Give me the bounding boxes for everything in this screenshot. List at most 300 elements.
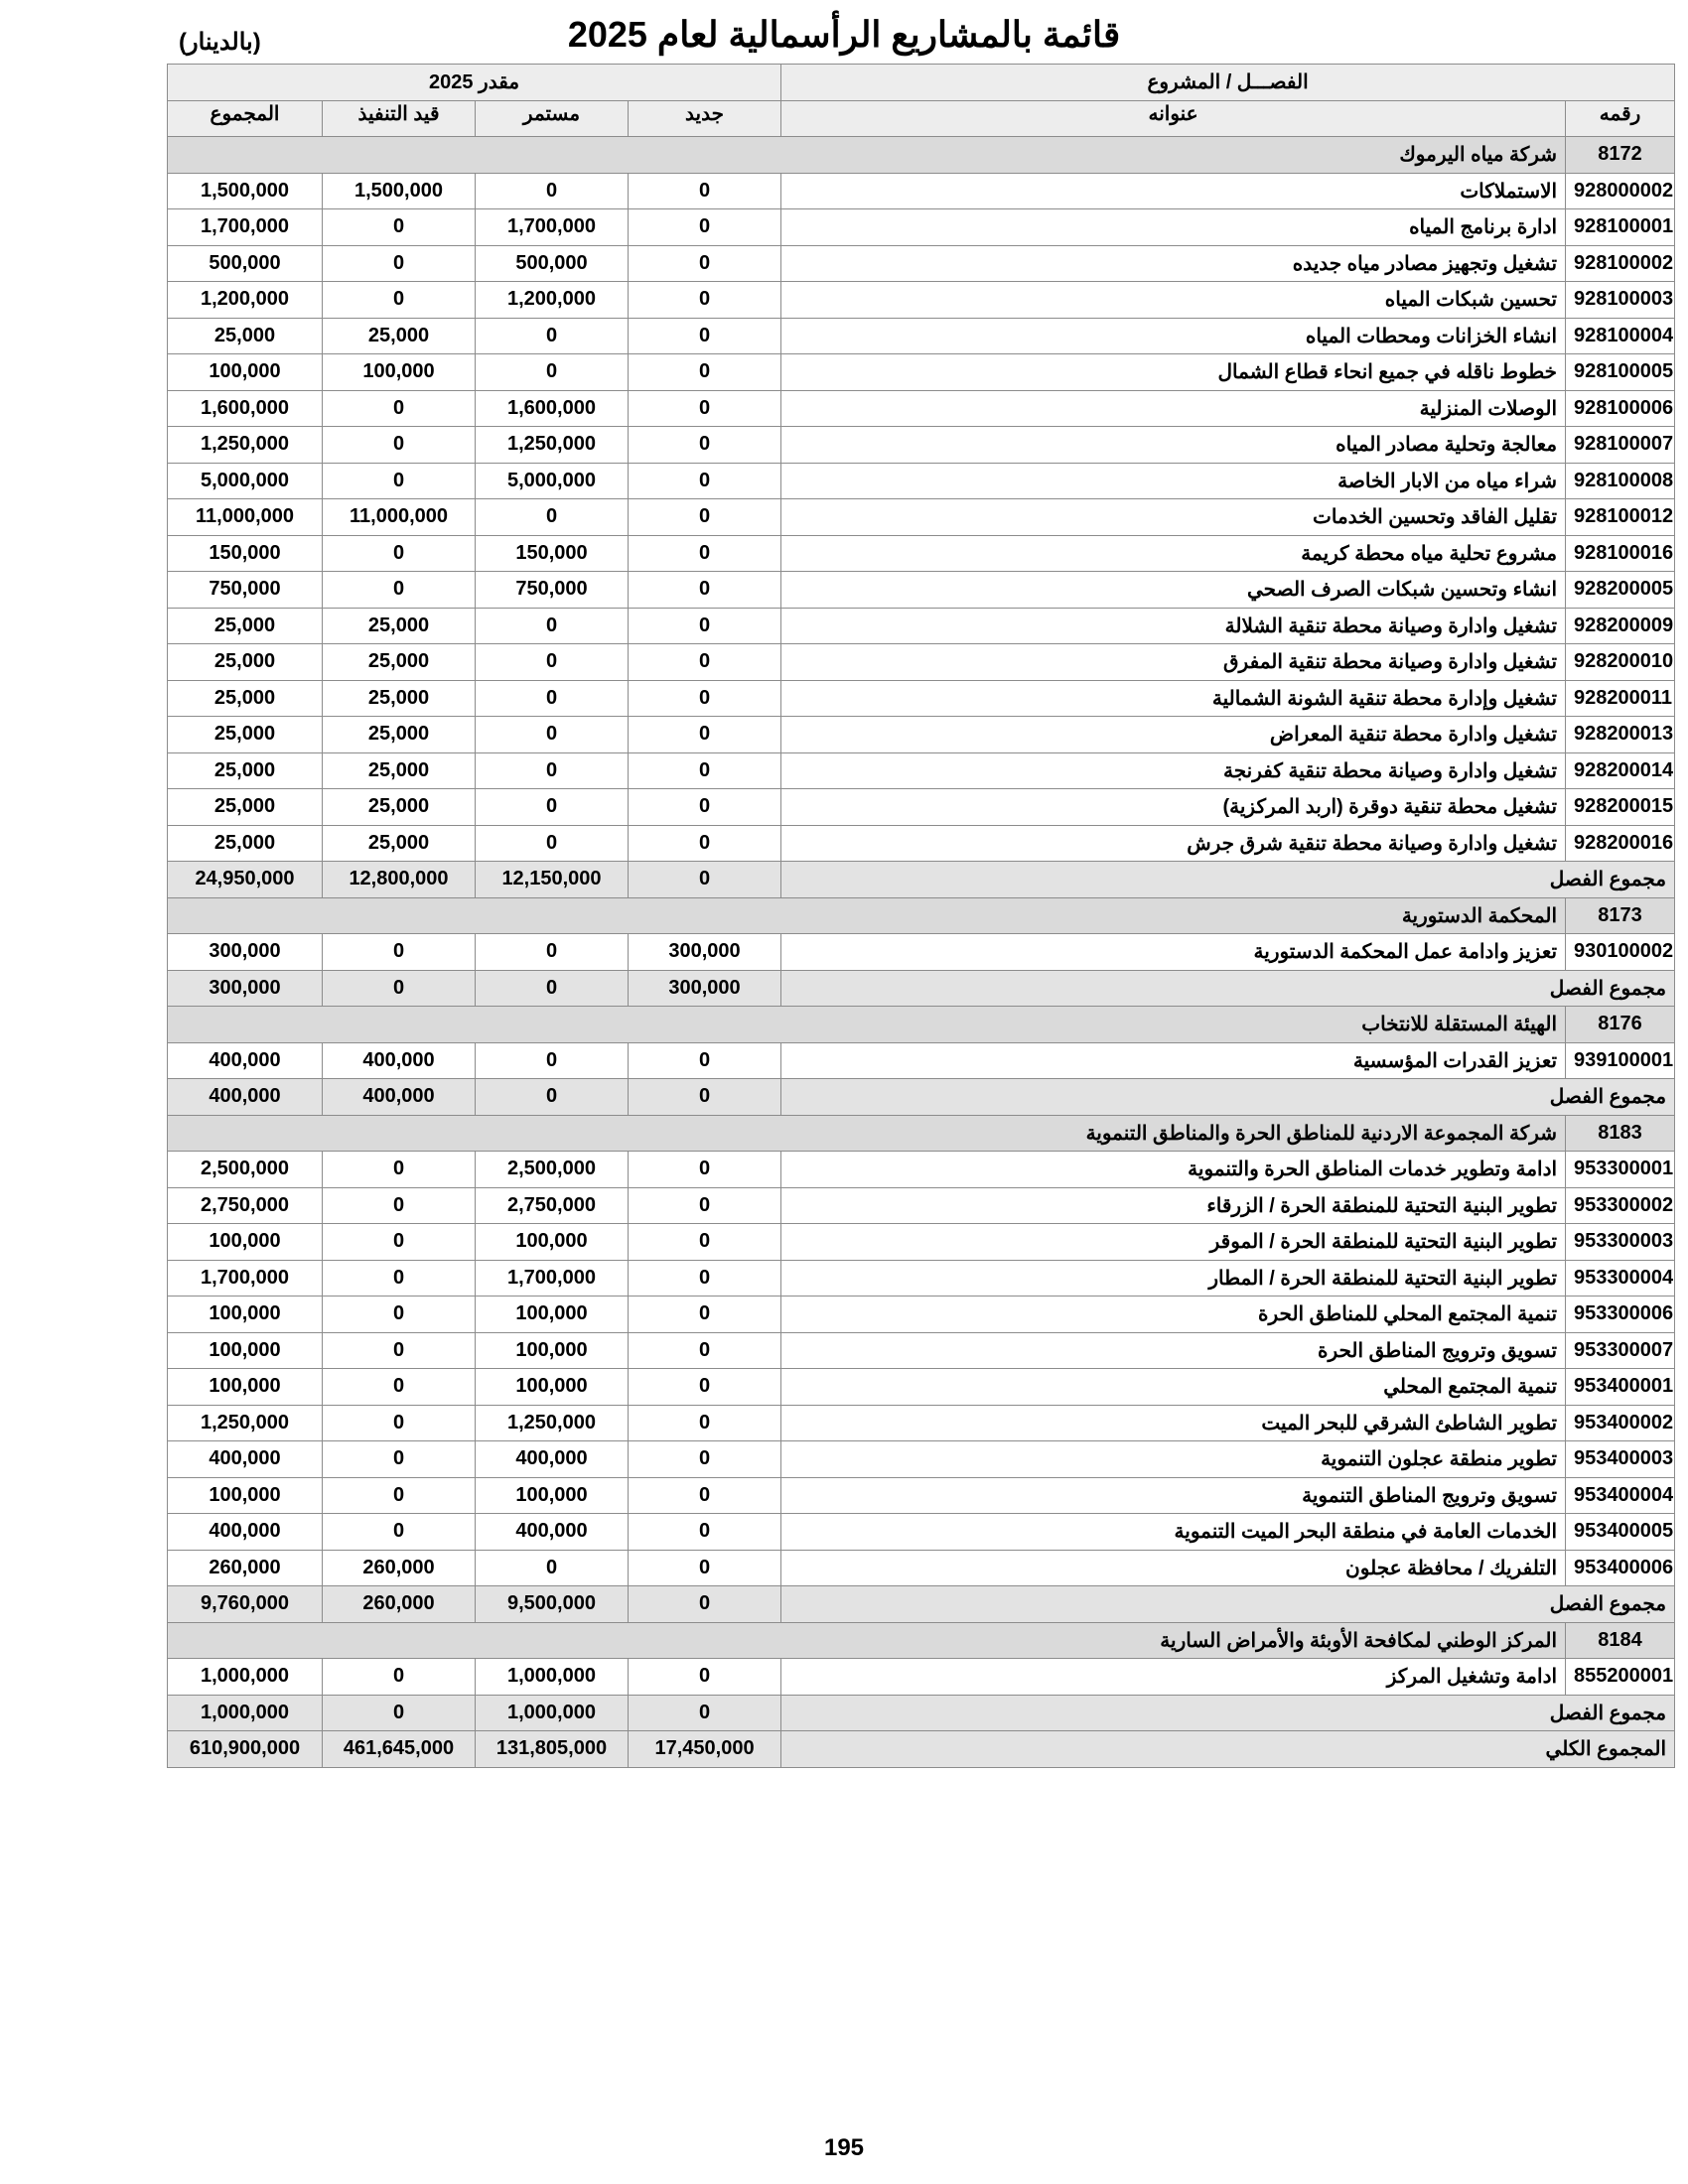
- in-progress-cell: 0: [323, 1152, 476, 1188]
- chapter-row: [168, 1007, 1675, 1043]
- header-new: جديد: [629, 100, 781, 137]
- project-code: 953300007: [1566, 1332, 1675, 1369]
- chapter-row: [168, 1115, 1675, 1152]
- total-cell: 1,250,000: [168, 1405, 323, 1441]
- project-title: تشغيل وادارة وصيانة محطة تنقية شرق جرش: [781, 825, 1566, 862]
- chapter-code: 8183: [1566, 1115, 1675, 1152]
- continuing-cell: 100,000: [476, 1477, 629, 1514]
- table-row: [168, 717, 1675, 753]
- table-row: [168, 1550, 1675, 1586]
- new-cell: 0: [629, 173, 781, 209]
- total-cell: 1,200,000: [168, 282, 323, 319]
- project-title: تقليل الفاقد وتحسين الخدمات: [781, 499, 1566, 536]
- project-title: الخدمات العامة في منطقة البحر الميت التنموية: [781, 1514, 1566, 1551]
- in-progress-cell: 25,000: [323, 608, 476, 644]
- total-cell: 100,000: [168, 1224, 323, 1261]
- table-row: [168, 427, 1675, 464]
- in-progress-cell: 0: [323, 1187, 476, 1224]
- project-title: تطوير البنية التحتية للمنطقة الحرة / الموقر: [781, 1224, 1566, 1261]
- total-cell: 25,000: [168, 608, 323, 644]
- project-title: خطوط ناقله في جميع انحاء قطاع الشمال: [781, 354, 1566, 391]
- project-code: 928200005: [1566, 572, 1675, 609]
- sum-total: 400,000: [168, 1079, 323, 1116]
- continuing-cell: 750,000: [476, 572, 629, 609]
- continuing-cell: 2,500,000: [476, 1152, 629, 1188]
- project-title: تسويق وترويج المناطق الحرة: [781, 1332, 1566, 1369]
- continuing-cell: 1,700,000: [476, 1260, 629, 1297]
- new-cell: 0: [629, 572, 781, 609]
- in-progress-cell: 25,000: [323, 825, 476, 862]
- project-code: 928100016: [1566, 535, 1675, 572]
- new-cell: 0: [629, 825, 781, 862]
- new-cell: 0: [629, 1260, 781, 1297]
- project-title: ادامة وتشغيل المركز: [781, 1659, 1566, 1696]
- chapter-name: شركة المجموعة الاردنية للمناطق الحرة والمناطق التنموية: [168, 1115, 1566, 1152]
- table-row: [168, 1187, 1675, 1224]
- project-code: 928200009: [1566, 608, 1675, 644]
- header-estimate: مقدر 2025: [168, 65, 781, 101]
- new-cell: 0: [629, 1187, 781, 1224]
- new-cell: 0: [629, 1332, 781, 1369]
- total-cell: 100,000: [168, 1477, 323, 1514]
- in-progress-cell: 11,000,000: [323, 499, 476, 536]
- in-progress-cell: 0: [323, 1224, 476, 1261]
- in-progress-cell: 0: [323, 1477, 476, 1514]
- new-cell: 0: [629, 644, 781, 681]
- new-cell: 0: [629, 1297, 781, 1333]
- total-cell: 100,000: [168, 1332, 323, 1369]
- chapter-sum-row: [168, 862, 1675, 898]
- continuing-cell: 5,000,000: [476, 463, 629, 499]
- sum-new: 0: [629, 862, 781, 898]
- project-code: 928200011: [1566, 680, 1675, 717]
- total-cell: 25,000: [168, 644, 323, 681]
- project-code: 939100001: [1566, 1042, 1675, 1079]
- new-cell: 0: [629, 1369, 781, 1406]
- new-cell: 0: [629, 354, 781, 391]
- total-cell: 1,700,000: [168, 1260, 323, 1297]
- in-progress-cell: 0: [323, 1659, 476, 1696]
- continuing-cell: 400,000: [476, 1441, 629, 1478]
- chapter-name: الهيئة المستقلة للانتخاب: [168, 1007, 1566, 1043]
- project-title: تحسين شبكات المياه: [781, 282, 1566, 319]
- project-code: 928100008: [1566, 463, 1675, 499]
- in-progress-cell: 0: [323, 1514, 476, 1551]
- total-cell: 100,000: [168, 1297, 323, 1333]
- project-title: تعزيز وادامة عمل المحكمة الدستورية: [781, 934, 1566, 971]
- project-title: تشغيل وادارة وصيانة محطة تنقية كفرنجة: [781, 752, 1566, 789]
- continuing-cell: 0: [476, 1550, 629, 1586]
- continuing-cell: 1,250,000: [476, 1405, 629, 1441]
- project-title: مشروع تحلية مياه محطة كريمة: [781, 535, 1566, 572]
- project-title: تطوير البنية التحتية للمنطقة الحرة / الزرقاء: [781, 1187, 1566, 1224]
- in-progress-cell: 0: [323, 1260, 476, 1297]
- continuing-cell: 0: [476, 1042, 629, 1079]
- table-row: [168, 1514, 1675, 1551]
- project-code: 928200010: [1566, 644, 1675, 681]
- table-row: [168, 282, 1675, 319]
- project-title: تطوير البنية التحتية للمنطقة الحرة / المطار: [781, 1260, 1566, 1297]
- project-title: تطوير الشاطئ الشرقي للبحر الميت: [781, 1405, 1566, 1441]
- sum-total: 300,000: [168, 970, 323, 1007]
- project-code: 928200013: [1566, 717, 1675, 753]
- in-progress-cell: 25,000: [323, 752, 476, 789]
- table-row: [168, 390, 1675, 427]
- project-title: تسويق وترويج المناطق التنموية: [781, 1477, 1566, 1514]
- project-title: ادامة وتطوير خدمات المناطق الحرة والتنموية: [781, 1152, 1566, 1188]
- sum-total: 9,760,000: [168, 1586, 323, 1623]
- in-progress-cell: 0: [323, 1332, 476, 1369]
- project-code: 928000002: [1566, 173, 1675, 209]
- table-row: [168, 1297, 1675, 1333]
- continuing-cell: 0: [476, 717, 629, 753]
- in-progress-cell: 100,000: [323, 354, 476, 391]
- total-cell: 1,600,000: [168, 390, 323, 427]
- sum-label: مجموع الفصل: [781, 1695, 1675, 1731]
- continuing-cell: 1,600,000: [476, 390, 629, 427]
- project-title: الوصلات المنزلية: [781, 390, 1566, 427]
- project-code: 953300002: [1566, 1187, 1675, 1224]
- total-cell: 2,750,000: [168, 1187, 323, 1224]
- chapter-code: 8176: [1566, 1007, 1675, 1043]
- sum-continuing: 12,150,000: [476, 862, 629, 898]
- table-row: [168, 173, 1675, 209]
- table-row: [168, 644, 1675, 681]
- new-cell: 0: [629, 1550, 781, 1586]
- chapter-name: المركز الوطني لمكافحة الأوبئة والأمراض السارية: [168, 1622, 1566, 1659]
- sum-new: 0: [629, 1079, 781, 1116]
- continuing-cell: 0: [476, 644, 629, 681]
- table-row: [168, 1369, 1675, 1406]
- grand-in-progress: 461,645,000: [323, 1731, 476, 1768]
- in-progress-cell: 0: [323, 209, 476, 246]
- sum-new: 300,000: [629, 970, 781, 1007]
- header-row-top: [168, 65, 1675, 101]
- table-row: [168, 1260, 1675, 1297]
- header-total: المجموع: [168, 100, 323, 137]
- project-title: تطوير منطقة عجلون التنموية: [781, 1441, 1566, 1478]
- table-row: [168, 680, 1675, 717]
- sum-label: مجموع الفصل: [781, 862, 1675, 898]
- total-cell: 5,000,000: [168, 463, 323, 499]
- project-code: 928200016: [1566, 825, 1675, 862]
- project-title: تنمية المجتمع المحلي: [781, 1369, 1566, 1406]
- continuing-cell: 0: [476, 680, 629, 717]
- capital-projects-table: [167, 64, 1675, 1768]
- in-progress-cell: 0: [323, 535, 476, 572]
- total-cell: 1,700,000: [168, 209, 323, 246]
- new-cell: 0: [629, 1441, 781, 1478]
- sum-continuing: 0: [476, 1079, 629, 1116]
- sum-label: مجموع الفصل: [781, 1079, 1675, 1116]
- total-cell: 11,000,000: [168, 499, 323, 536]
- sum-in-progress: 12,800,000: [323, 862, 476, 898]
- total-cell: 25,000: [168, 789, 323, 826]
- table-row: [168, 1042, 1675, 1079]
- new-cell: 0: [629, 1405, 781, 1441]
- in-progress-cell: 260,000: [323, 1550, 476, 1586]
- chapter-sum-row: [168, 970, 1675, 1007]
- chapter-row: [168, 897, 1675, 934]
- total-cell: 400,000: [168, 1042, 323, 1079]
- header-section-project: الفصـــل / المشروع: [781, 65, 1675, 101]
- grand-total: 610,900,000: [168, 1731, 323, 1768]
- table-row: [168, 752, 1675, 789]
- header-in-progress: قيد التنفيذ: [323, 100, 476, 137]
- project-code: 928100006: [1566, 390, 1675, 427]
- in-progress-cell: 25,000: [323, 644, 476, 681]
- new-cell: 0: [629, 608, 781, 644]
- new-cell: 0: [629, 1152, 781, 1188]
- project-code: 953400004: [1566, 1477, 1675, 1514]
- new-cell: 0: [629, 245, 781, 282]
- sum-total: 24,950,000: [168, 862, 323, 898]
- in-progress-cell: 0: [323, 1297, 476, 1333]
- project-title: ادارة برنامج المياه: [781, 209, 1566, 246]
- table-row: [168, 354, 1675, 391]
- total-cell: 100,000: [168, 1369, 323, 1406]
- total-cell: 2,500,000: [168, 1152, 323, 1188]
- currency-unit: (بالدينار): [179, 29, 261, 56]
- page-title: قائمة بالمشاريع الرأسمالية لعام 2025: [567, 14, 1121, 55]
- project-title: معالجة وتحلية مصادر المياه: [781, 427, 1566, 464]
- in-progress-cell: 0: [323, 1405, 476, 1441]
- table-row: [168, 1152, 1675, 1188]
- project-code: 953300006: [1566, 1297, 1675, 1333]
- chapter-sum-row: [168, 1695, 1675, 1731]
- sum-in-progress: 0: [323, 1695, 476, 1731]
- chapter-code: 8172: [1566, 137, 1675, 174]
- project-code: 928100007: [1566, 427, 1675, 464]
- in-progress-cell: 0: [323, 463, 476, 499]
- in-progress-cell: 0: [323, 1441, 476, 1478]
- continuing-cell: 0: [476, 499, 629, 536]
- new-cell: 0: [629, 752, 781, 789]
- table-row: [168, 1332, 1675, 1369]
- new-cell: 0: [629, 463, 781, 499]
- grand-label: المجموع الكلي: [781, 1731, 1675, 1768]
- total-cell: 1,250,000: [168, 427, 323, 464]
- in-progress-cell: 25,000: [323, 318, 476, 354]
- in-progress-cell: 0: [323, 427, 476, 464]
- new-cell: 0: [629, 499, 781, 536]
- continuing-cell: 500,000: [476, 245, 629, 282]
- project-title: تشغيل وادارة وصيانة محطة تنقية الشلالة: [781, 608, 1566, 644]
- chapter-name: المحكمة الدستورية: [168, 897, 1566, 934]
- in-progress-cell: 25,000: [323, 717, 476, 753]
- project-title: تشغيل محطة تنقية دوقرة (اربد المركزية): [781, 789, 1566, 826]
- sum-in-progress: 0: [323, 970, 476, 1007]
- new-cell: 300,000: [629, 934, 781, 971]
- table-row: [168, 535, 1675, 572]
- project-title: تشغيل وإدارة محطة تنقية الشونة الشمالية: [781, 680, 1566, 717]
- continuing-cell: 0: [476, 608, 629, 644]
- continuing-cell: 0: [476, 825, 629, 862]
- sum-new: 0: [629, 1586, 781, 1623]
- in-progress-cell: 0: [323, 572, 476, 609]
- continuing-cell: 150,000: [476, 535, 629, 572]
- new-cell: 0: [629, 1042, 781, 1079]
- chapter-sum-row: [168, 1586, 1675, 1623]
- table-row: [168, 1659, 1675, 1696]
- new-cell: 0: [629, 717, 781, 753]
- in-progress-cell: 400,000: [323, 1042, 476, 1079]
- project-title: تشغيل وتجهيز مصادر مياه جديده: [781, 245, 1566, 282]
- project-code: 953300003: [1566, 1224, 1675, 1261]
- grand-new: 17,450,000: [629, 1731, 781, 1768]
- continuing-cell: 100,000: [476, 1224, 629, 1261]
- in-progress-cell: 0: [323, 282, 476, 319]
- project-title: شراء مياه من الابار الخاصة: [781, 463, 1566, 499]
- project-code: 953400003: [1566, 1441, 1675, 1478]
- new-cell: 0: [629, 1477, 781, 1514]
- in-progress-cell: 25,000: [323, 680, 476, 717]
- chapter-row: [168, 137, 1675, 174]
- project-title: تعزيز القدرات المؤسسية: [781, 1042, 1566, 1079]
- table-row: [168, 1224, 1675, 1261]
- project-code: 928100002: [1566, 245, 1675, 282]
- continuing-cell: 1,200,000: [476, 282, 629, 319]
- continuing-cell: 0: [476, 173, 629, 209]
- project-code: 928100003: [1566, 282, 1675, 319]
- page-number: 195: [823, 2134, 865, 2161]
- in-progress-cell: 0: [323, 934, 476, 971]
- total-cell: 100,000: [168, 354, 323, 391]
- new-cell: 0: [629, 1224, 781, 1261]
- project-code: 928100004: [1566, 318, 1675, 354]
- table-row: [168, 463, 1675, 499]
- table-row: [168, 1405, 1675, 1441]
- sum-in-progress: 260,000: [323, 1586, 476, 1623]
- project-title: تنمية المجتمع المحلي للمناطق الحرة: [781, 1297, 1566, 1333]
- in-progress-cell: 25,000: [323, 789, 476, 826]
- project-code: 855200001: [1566, 1659, 1675, 1696]
- sum-in-progress: 400,000: [323, 1079, 476, 1116]
- header-title: عنوانه: [781, 100, 1566, 137]
- project-title: تشغيل وادارة وصيانة محطة تنقية المفرق: [781, 644, 1566, 681]
- project-code: 928200015: [1566, 789, 1675, 826]
- total-cell: 25,000: [168, 752, 323, 789]
- new-cell: 0: [629, 282, 781, 319]
- table-row: [168, 572, 1675, 609]
- continuing-cell: 100,000: [476, 1297, 629, 1333]
- chapter-row: [168, 1622, 1675, 1659]
- sum-continuing: 9,500,000: [476, 1586, 629, 1623]
- chapter-code: 8173: [1566, 897, 1675, 934]
- project-code: 953400001: [1566, 1369, 1675, 1406]
- new-cell: 0: [629, 535, 781, 572]
- continuing-cell: 0: [476, 354, 629, 391]
- project-code: 953400005: [1566, 1514, 1675, 1551]
- continuing-cell: 100,000: [476, 1369, 629, 1406]
- header-continuing: مستمر: [476, 100, 629, 137]
- sum-total: 1,000,000: [168, 1695, 323, 1731]
- project-title: انشاء الخزانات ومحطات المياه: [781, 318, 1566, 354]
- grand-continuing: 131,805,000: [476, 1731, 629, 1768]
- sum-continuing: 0: [476, 970, 629, 1007]
- total-cell: 25,000: [168, 318, 323, 354]
- continuing-cell: 100,000: [476, 1332, 629, 1369]
- table-row: [168, 1477, 1675, 1514]
- table-row: [168, 789, 1675, 826]
- project-code: 953400002: [1566, 1405, 1675, 1441]
- total-cell: 25,000: [168, 680, 323, 717]
- chapter-name: شركة مياه اليرموك: [168, 137, 1566, 174]
- total-cell: 1,500,000: [168, 173, 323, 209]
- table-row: [168, 825, 1675, 862]
- new-cell: 0: [629, 680, 781, 717]
- project-code: 953300001: [1566, 1152, 1675, 1188]
- new-cell: 0: [629, 427, 781, 464]
- total-cell: 25,000: [168, 717, 323, 753]
- header-code: رقمه: [1566, 100, 1675, 137]
- new-cell: 0: [629, 1659, 781, 1696]
- sum-label: مجموع الفصل: [781, 1586, 1675, 1623]
- project-title: انشاء وتحسين شبكات الصرف الصحي: [781, 572, 1566, 609]
- grand-total-row: [168, 1731, 1675, 1768]
- new-cell: 0: [629, 209, 781, 246]
- table-row: [168, 245, 1675, 282]
- new-cell: 0: [629, 789, 781, 826]
- in-progress-cell: 0: [323, 245, 476, 282]
- table-row: [168, 934, 1675, 971]
- total-cell: 1,000,000: [168, 1659, 323, 1696]
- project-code: 930100002: [1566, 934, 1675, 971]
- total-cell: 25,000: [168, 825, 323, 862]
- project-title: تشغيل وادارة محطة تنقية المعراض: [781, 717, 1566, 753]
- total-cell: 300,000: [168, 934, 323, 971]
- project-code: 953300004: [1566, 1260, 1675, 1297]
- total-cell: 260,000: [168, 1550, 323, 1586]
- new-cell: 0: [629, 318, 781, 354]
- continuing-cell: 0: [476, 318, 629, 354]
- continuing-cell: 0: [476, 934, 629, 971]
- continuing-cell: 1,700,000: [476, 209, 629, 246]
- continuing-cell: 0: [476, 789, 629, 826]
- sum-continuing: 1,000,000: [476, 1695, 629, 1731]
- project-title: الاستملاكات: [781, 173, 1566, 209]
- table-row: [168, 318, 1675, 354]
- continuing-cell: 400,000: [476, 1514, 629, 1551]
- in-progress-cell: 0: [323, 390, 476, 427]
- continuing-cell: 0: [476, 752, 629, 789]
- total-cell: 500,000: [168, 245, 323, 282]
- project-code: 928100012: [1566, 499, 1675, 536]
- chapter-sum-row: [168, 1079, 1675, 1116]
- sum-new: 0: [629, 1695, 781, 1731]
- sum-label: مجموع الفصل: [781, 970, 1675, 1007]
- project-title: التلفريك / محافظة عجلون: [781, 1550, 1566, 1586]
- table-row: [168, 608, 1675, 644]
- in-progress-cell: 1,500,000: [323, 173, 476, 209]
- total-cell: 150,000: [168, 535, 323, 572]
- total-cell: 750,000: [168, 572, 323, 609]
- continuing-cell: 2,750,000: [476, 1187, 629, 1224]
- project-code: 928100005: [1566, 354, 1675, 391]
- project-code: 928100001: [1566, 209, 1675, 246]
- chapter-code: 8184: [1566, 1622, 1675, 1659]
- table-row: [168, 1441, 1675, 1478]
- total-cell: 400,000: [168, 1441, 323, 1478]
- in-progress-cell: 0: [323, 1369, 476, 1406]
- continuing-cell: 1,000,000: [476, 1659, 629, 1696]
- table-row: [168, 209, 1675, 246]
- total-cell: 400,000: [168, 1514, 323, 1551]
- project-code: 953400006: [1566, 1550, 1675, 1586]
- table-row: [168, 499, 1675, 536]
- new-cell: 0: [629, 390, 781, 427]
- continuing-cell: 1,250,000: [476, 427, 629, 464]
